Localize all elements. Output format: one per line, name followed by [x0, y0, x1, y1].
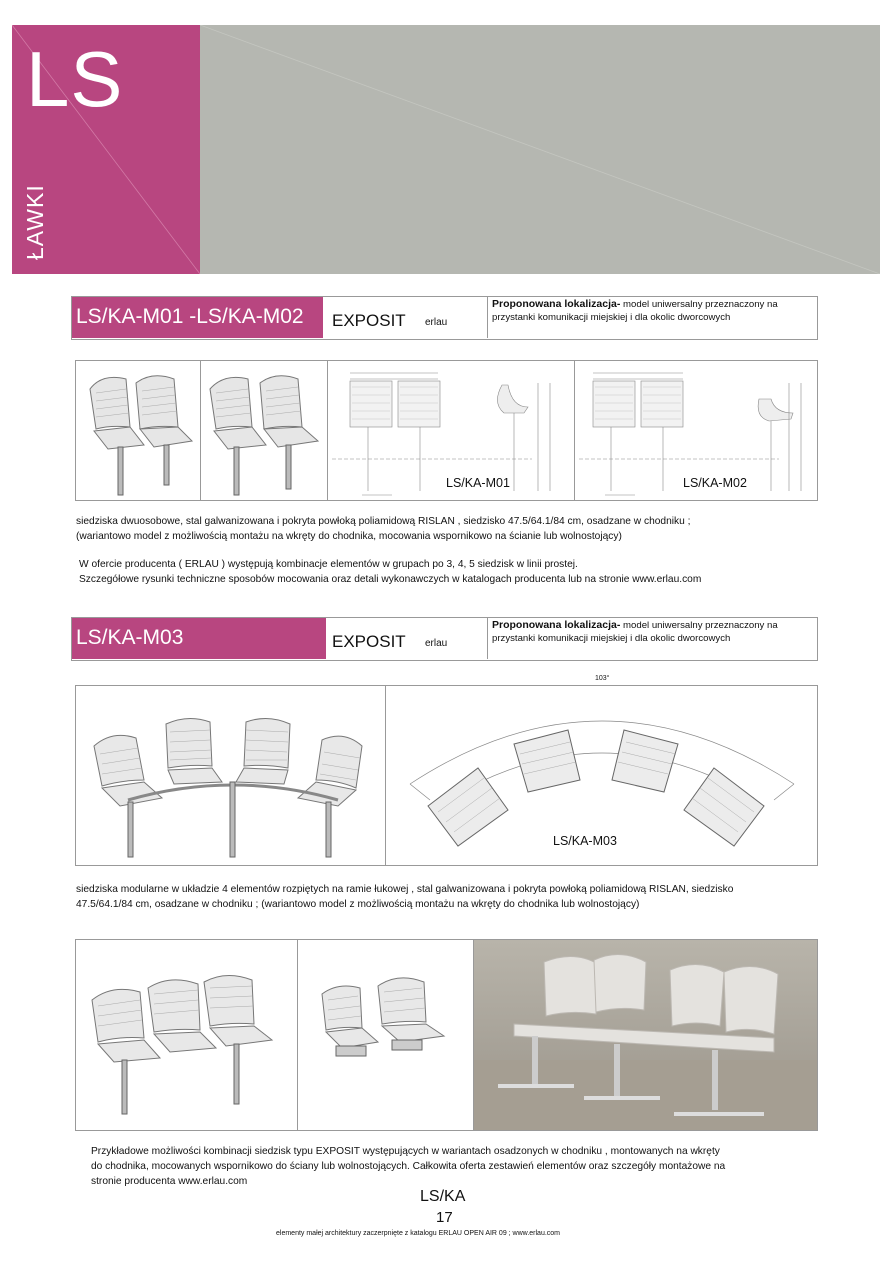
section1-offer-note: [79, 557, 824, 587]
desc-line: Przykładowe możliwości kombinacji siedzisk typu EXPOSIT występujących w wariantach osadzonych w chodniku , montowanych na wkręty: [91, 1146, 720, 1157]
section1-location: [492, 298, 814, 324]
section2-title: LS/KA-M03: [72, 618, 326, 659]
section2-title-row: [71, 617, 818, 661]
desc-line: siedziska modularne w układzie 4 elementów rozpiętych na ramie łukowej , stal galwanizowana i pokryta powłoką poliamidową RISLAN, siedzisko: [76, 884, 734, 895]
section1-image-panel: [75, 360, 818, 501]
divider: [487, 297, 488, 338]
drawing-label-m03: LS/KA-M03: [553, 834, 617, 848]
bench-render-m02: [206, 369, 324, 497]
section1-title: LS/KA-M01 -LS/KA-M02: [72, 297, 323, 338]
desc-line: siedziska dwuosobowe, stal galwanizowana i pokryta powłoką poliamidową RISLAN , siedzisko 47.5/64.1/84 cm, osadzane w chodniku ;: [76, 516, 691, 527]
drawing-label-m01: LS/KA-M01: [446, 476, 510, 490]
arc-angle-label: 103°: [595, 675, 610, 682]
location-text: model uniwersalny przeznaczony na przystanki komunikacji miejskiej i dla okolic dworcowych: [492, 620, 778, 644]
location-text: model uniwersalny przeznaczony na przystanki komunikacji miejskiej i dla okolic dworcowych: [492, 299, 778, 323]
section2-image-panel: [75, 675, 818, 866]
section3-image-panel: [75, 939, 818, 1131]
section3-description: [91, 1144, 826, 1189]
footer-code: LS/KA: [420, 1188, 466, 1205]
desc-line: do chodnika, mocowanych wspornikowo do ściany lub wolnostojących. Całkowita oferta zestawień elementów oraz szczegóły montażowe na: [91, 1161, 726, 1172]
section1-model: EXPOSIT: [332, 311, 406, 330]
divider: [385, 686, 386, 865]
bench-photo: [474, 940, 817, 1130]
section1-description: [76, 514, 821, 544]
three-seat-render: [86, 966, 291, 1116]
section2-location: [492, 619, 814, 645]
section2-model: EXPOSIT: [332, 632, 406, 651]
divider: [200, 361, 201, 500]
section1-brand: erlau: [425, 317, 448, 328]
divider: [327, 361, 328, 500]
desc-line: 47.5/64.1/84 cm, osadzane w chodniku ; (wariantowo model z możliwością montażu na wkręty do chodnika lub wolnostojący): [76, 899, 640, 910]
drawing-label-m02: LS/KA-M02: [683, 476, 747, 490]
location-label: Proponowana lokalizacja-: [492, 298, 621, 310]
section2-brand: erlau: [425, 638, 448, 649]
header-gray-block: [200, 25, 880, 274]
location-label: Proponowana lokalizacja-: [492, 619, 621, 631]
divider: [487, 618, 488, 659]
curved-bench-render: [88, 710, 378, 860]
divider: [297, 940, 298, 1130]
diagonal-line-decoration: [200, 25, 880, 274]
section1-title-row: [71, 296, 818, 340]
header-code: LS: [26, 35, 124, 123]
desc-line: stronie producenta www.erlau.com: [91, 1176, 248, 1187]
footer-note: elementy małej architektury zaczerpnięte z katalogu ERLAU OPEN AIR 09 ; www.erlau.com: [276, 1230, 561, 1237]
desc-line: W ofercie producenta ( ERLAU ) występują kombinacje elementów w grupach po 3, 4, 5 siedzisk w linii prostej.: [79, 559, 578, 570]
page-number: 17: [436, 1209, 453, 1226]
section2-description: [76, 882, 821, 912]
bench-render-m01: [82, 369, 197, 497]
wall-mounted-render: [316, 966, 466, 1066]
header-category: ŁAWKI: [22, 184, 48, 260]
divider: [574, 361, 575, 500]
desc-line: Szczegółowe rysunki techniczne sposobów mocowania oraz detali wykonawczych w katalogach producenta lub na stronie www.erlau.com: [79, 574, 702, 585]
desc-line: (wariantowo model z możliwością montażu na wkręty do chodnika, mocowania wspornikowo na ścianie lub wolnostojący): [76, 531, 622, 542]
